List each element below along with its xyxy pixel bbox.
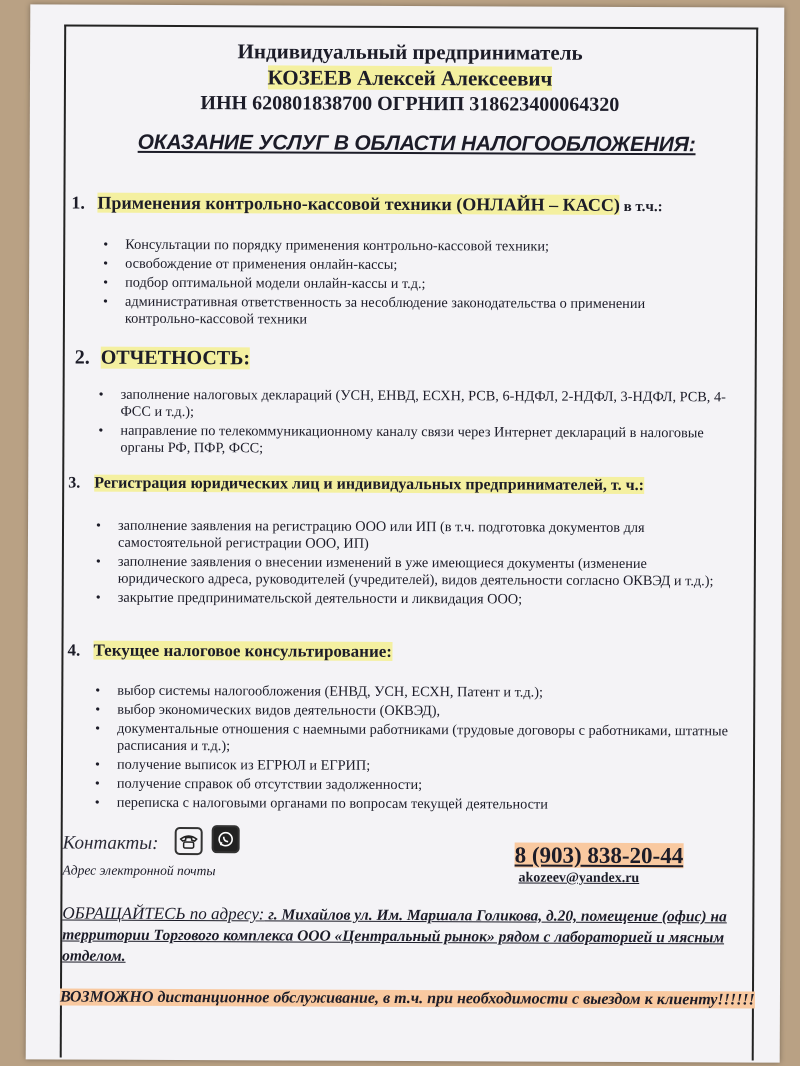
flyer-paper xyxy=(26,4,785,1062)
section-3-list xyxy=(90,518,730,612)
contacts-label: Контакты: xyxy=(62,832,159,854)
section-1-list xyxy=(97,237,697,333)
section-4-list xyxy=(89,683,740,817)
whatsapp-icon xyxy=(212,825,240,853)
list-item: • закрытие предпринимательской деятельности и ликвидация ООО; xyxy=(90,590,730,610)
page-title: ОКАЗАНИЕ УСЛУГ В ОБЛАСТИ НАЛОГООБЛОЖЕНИЯ: xyxy=(137,130,696,157)
list-item: • заполнение налоговых деклараций (УСН, ЕНВД, ЕСХН, РСВ, 6-НДФЛ, 2-НДФЛ, 3-НДФЛ, РСВ, 4-ФСС и т.д.); xyxy=(92,387,742,424)
header-ids: ИНН 620801838700 ОГРНИП 318623400064320 xyxy=(200,92,620,116)
list-item: • документальные отношения с наемными работниками (трудовые договоры с работниками, штатные расписания и т.д.); xyxy=(89,721,739,758)
section-2-heading: 2. ОТЧЕТНОСТЬ: xyxy=(74,346,251,370)
list-item: • освобождение от применения онлайн-кассы; xyxy=(97,256,697,276)
list-item: • заполнение заявления о внесении изменений в уже имеющиеся документы (изменение юридического адреса, руководителей (учредителей), видов деятельности согласно ОКВЭД и т.д.); xyxy=(90,554,730,591)
section-3-heading: 3. Регистрация юридических лиц и индивидуальных предпринимателей, т. ч.: xyxy=(68,474,644,495)
list-item: • направление по телекоммуникационному каналу связи через Интернет деклараций в налоговые органы РФ, ПФР, ФСС; xyxy=(92,423,742,460)
list-item: • заполнение заявления на регистрацию ООО или ИП (в т.ч. подготовка документов для самостоятельной регистрации ООО, ИП) xyxy=(90,518,730,555)
list-item: • административная ответственность за несоблюдение законодательства о применении контрольно-кассовой техники xyxy=(97,294,697,331)
list-item: • подбор оптимальной модели онлайн-кассы и т.д.; xyxy=(97,275,697,295)
list-item: • выбор системы налогообложения (ЕНВД, УСН, ЕСХН, Патент и т.д.); xyxy=(89,683,739,703)
header-title: Индивидуальный предприниматель xyxy=(237,39,583,65)
remote-service-note: ВОЗМОЖНО дистанционное обслуживание, в т.ч. при необходимости с выездом к клиенту!!!!!! xyxy=(59,988,755,1009)
list-item: • переписка с налоговыми органами по вопросам текущей деятельности xyxy=(89,795,739,815)
header-name: КОЗЕЕВ Алексей Алексеевич xyxy=(267,65,553,91)
email-link[interactable]: akozeev@yandex.ru xyxy=(518,870,640,887)
telephone-icon xyxy=(175,827,203,855)
list-item: • выбор экономических видов деятельности (ОКВЭД), xyxy=(89,702,739,722)
list-item: • Консультации по порядку применения контрольно-кассовой техники; xyxy=(97,237,697,257)
phone-number[interactable]: 8 (903) 838-20-44 xyxy=(514,842,684,869)
list-item: • получение выписок из ЕГРЮЛ и ЕГРИП; xyxy=(89,757,739,777)
section-1-heading: 1. Применения контрольно-кассовой техники (ОНЛАЙН – КАСС) в т.ч.: xyxy=(71,192,663,216)
address-block: ОБРАЩАЙТЕСЬ по адресу: г. Михайлов ул. Им. Маршала Голикова, д.20, помещение (офис) на территории Торгового комплекса ООО «Центральный рынок» рядом с лабораторией и мясным отделом. xyxy=(62,903,727,965)
section-4-heading: 4. Текущее налоговое консультирование: xyxy=(67,640,393,661)
email-label: Адрес электронной почты xyxy=(62,862,216,879)
list-item: • получение справок об отсутствии задолженности; xyxy=(89,776,739,796)
section-2-list xyxy=(92,387,742,462)
